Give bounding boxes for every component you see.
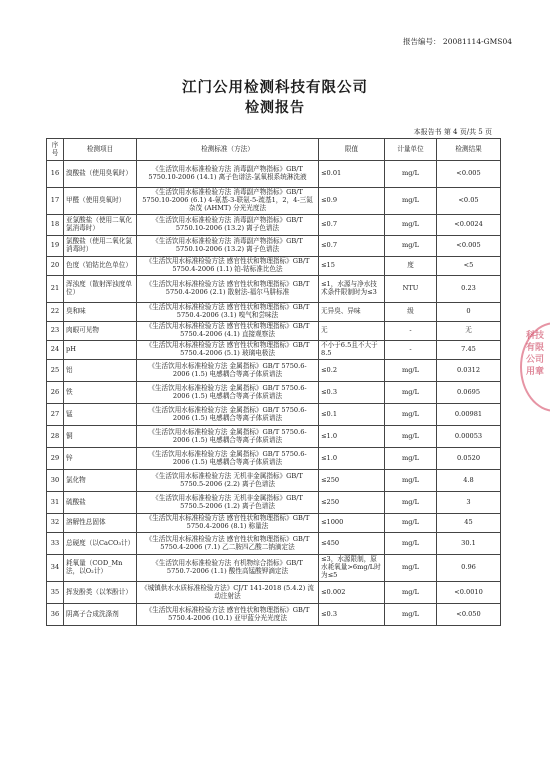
table-row <box>47 341 501 360</box>
table-row <box>47 404 501 426</box>
cell-no: 21 <box>47 276 64 303</box>
cell-limit: ≤15 <box>319 257 385 276</box>
cell-item: 色度（铂钴比色单位） <box>64 257 137 276</box>
col-header-standard: 检测标准（方法） <box>137 139 319 161</box>
cell-no: 23 <box>47 322 64 341</box>
cell-no: 35 <box>47 582 64 604</box>
cell-standard: 《生活饮用水标准检验方法 感官性状和物理指标》GB/T 5750.4-2006 (4.1) 直接观察法 <box>137 322 319 341</box>
cell-no: 24 <box>47 341 64 360</box>
cell-unit: mg/L <box>385 215 437 236</box>
cell-result: <0.005 <box>437 161 501 188</box>
cell-item: 铁 <box>64 382 137 404</box>
col-header-no: 序号 <box>47 139 64 161</box>
col-header-unit: 计量单位 <box>385 139 437 161</box>
cell-unit: - <box>385 341 437 360</box>
cell-unit: mg/L <box>385 555 437 582</box>
cell-item: 铜 <box>64 426 137 448</box>
cell-item: 氯化物 <box>64 470 137 492</box>
table-header-row <box>47 139 501 161</box>
document-title: 检测报告 <box>245 100 305 116</box>
cell-limit: ≤0.1 <box>319 404 385 426</box>
cell-no: 20 <box>47 257 64 276</box>
table-row <box>47 257 501 276</box>
cell-standard: 《生活饮用水标准检验方法 金属指标》GB/T 5750.6-2006 (1.5) 电感耦合等离子体质谱法 <box>137 382 319 404</box>
table-row <box>47 470 501 492</box>
cell-no: 18 <box>47 215 64 236</box>
cell-result: <0.050 <box>437 604 501 626</box>
cell-limit: ≤0.3 <box>319 382 385 404</box>
cell-item: 溴酸盐（使用臭氧时） <box>64 161 137 188</box>
company-seal-text: 科技有限公司用章 <box>526 331 545 378</box>
cell-standard: 《生活饮用水标准检验方法 消毒副产物指标》GB/T 5750.10-2006 (14.1) 离子色谱法-氯氧根系统淋洗液 <box>137 161 319 188</box>
cell-limit: ≤250 <box>319 470 385 492</box>
cell-unit: mg/L <box>385 161 437 188</box>
cell-limit: 无异臭、异味 <box>319 303 385 322</box>
table-row <box>47 533 501 555</box>
cell-item: 溶解性总固体 <box>64 514 137 533</box>
report-number: 报告编号： 20081114-GMS04 <box>403 37 512 46</box>
cell-result: <0.005 <box>437 236 501 257</box>
table-row <box>47 215 501 236</box>
cell-standard: 《生活饮用水标准检验方法 感官性状和物理指标》GB/T 5750.4-2006 (7.1) 乙二胺四乙酸二钠滴定法 <box>137 533 319 555</box>
cell-no: 34 <box>47 555 64 582</box>
cell-unit: mg/L <box>385 360 437 382</box>
cell-no: 27 <box>47 404 64 426</box>
cell-item: 阴离子合成洗涤剂 <box>64 604 137 626</box>
cell-unit: mg/L <box>385 533 437 555</box>
cell-unit: mg/L <box>385 470 437 492</box>
cell-item: 甲醛（使用臭氧时） <box>64 188 137 215</box>
cell-standard: 《生活饮用水标准检验方法 感官性状和物理指标》GB/T 5750.4-2006 (2.1) 散射法-福尔马肼标准 <box>137 276 319 303</box>
cell-limit: ≤0.3 <box>319 604 385 626</box>
cell-result: <5 <box>437 257 501 276</box>
cell-result: 0.0695 <box>437 382 501 404</box>
cell-limit: ≤0.2 <box>319 360 385 382</box>
table-row <box>47 161 501 188</box>
cell-result: <0.0010 <box>437 582 501 604</box>
cell-unit: mg/L <box>385 236 437 257</box>
cell-unit: 度 <box>385 257 437 276</box>
cell-standard: 《生活饮用水标准检验方法 消毒副产物指标》GB/T 5750.10-2006 (13.2) 离子色谱法 <box>137 236 319 257</box>
cell-standard: 《生活饮用水标准检验方法 金属指标》GB/T 5750.6-2006 (1.5) 电感耦合等离子体质谱法 <box>137 426 319 448</box>
cell-unit: mg/L <box>385 382 437 404</box>
cell-unit: mg/L <box>385 582 437 604</box>
cell-limit: ≤1000 <box>319 514 385 533</box>
organization-name: 江门公用检测科技有限公司 <box>182 79 368 96</box>
cell-no: 17 <box>47 188 64 215</box>
cell-standard: 《生活饮用水标准检验方法 感官性状和物理指标》GB/T 5750.4-2006 (8.1) 称量法 <box>137 514 319 533</box>
table-row <box>47 188 501 215</box>
cell-result: 0.0312 <box>437 360 501 382</box>
cell-item: 耗氧量（COD_Mn法，以O₂计） <box>64 555 137 582</box>
cell-standard: 《生活饮用水标准检验方法 无机非金属指标》GB/T 5750.5-2006 (2.2) 离子色谱法 <box>137 470 319 492</box>
table-row <box>47 382 501 404</box>
cell-limit: ≤0.7 <box>319 236 385 257</box>
cell-item: 硫酸盐 <box>64 492 137 514</box>
cell-unit: mg/L <box>385 188 437 215</box>
results-table <box>46 138 501 626</box>
col-header-limit: 限值 <box>319 139 385 161</box>
table-row <box>47 303 501 322</box>
cell-unit: mg/L <box>385 426 437 448</box>
cell-standard: 《生活饮用水标准检验方法 感官性状和物理指标》GB/T 5750.4-2006 (10.1) 亚甲蓝分光光度法 <box>137 604 319 626</box>
cell-result: 45 <box>437 514 501 533</box>
cell-no: 36 <box>47 604 64 626</box>
cell-result: 7.45 <box>437 341 501 360</box>
cell-result: 30.1 <box>437 533 501 555</box>
cell-no: 16 <box>47 161 64 188</box>
cell-result: 0.00981 <box>437 404 501 426</box>
cell-unit: 级 <box>385 303 437 322</box>
cell-standard: 《生活饮用水标准检验方法 感官性状和物理指标》GB/T 5750.4-2006 (1.1) 铂-钴标准比色法 <box>137 257 319 276</box>
cell-standard: 《生活饮用水标准检验方法 无机非金属指标》GB/T 5750.5-2006 (1.2) 离子色谱法 <box>137 492 319 514</box>
col-header-result: 检测结果 <box>437 139 501 161</box>
table-row <box>47 448 501 470</box>
cell-no: 32 <box>47 514 64 533</box>
cell-no: 25 <box>47 360 64 382</box>
table-row <box>47 360 501 382</box>
cell-limit: ≤0.002 <box>319 582 385 604</box>
cell-result: 0.00053 <box>437 426 501 448</box>
cell-result: 3 <box>437 492 501 514</box>
table-row <box>47 426 501 448</box>
cell-item: 臭和味 <box>64 303 137 322</box>
cell-item: pH <box>64 341 137 360</box>
cell-no: 29 <box>47 448 64 470</box>
cell-unit: NTU <box>385 276 437 303</box>
cell-result: 0.96 <box>437 555 501 582</box>
cell-no: 28 <box>47 426 64 448</box>
cell-unit: mg/L <box>385 492 437 514</box>
cell-item: 氯酸盐（使用二氧化氯消毒时） <box>64 236 137 257</box>
cell-limit: 无 <box>319 322 385 341</box>
cell-limit: ≤1.0 <box>319 426 385 448</box>
cell-limit: ≤0.01 <box>319 161 385 188</box>
cell-item: 总硬度（以CaCO₃计） <box>64 533 137 555</box>
cell-result: 无 <box>437 322 501 341</box>
table-row <box>47 322 501 341</box>
cell-limit: ≤0.7 <box>319 215 385 236</box>
table-row <box>47 514 501 533</box>
cell-standard: 《生活饮用水标准检验方法 消毒副产物指标》GB/T 5750.10-2006 (6.1) 4-氨基-3-联氨-5-巯基1，2，4-三氮杂茂 (AHMT) 分光光度法 <box>137 188 319 215</box>
cell-standard: 《城镇供水水质标准检验方法》CJ/T 141-2018 (5.4.2) 流动注射法 <box>137 582 319 604</box>
table-row <box>47 236 501 257</box>
cell-result: <0.05 <box>437 188 501 215</box>
cell-limit: ≤250 <box>319 492 385 514</box>
cell-limit: ≤1，水源与净水技术条件限制时为≤3 <box>319 276 385 303</box>
cell-no: 31 <box>47 492 64 514</box>
cell-item: 挥发酚类（以苯酚计） <box>64 582 137 604</box>
cell-limit: ≤1.0 <box>319 448 385 470</box>
cell-no: 30 <box>47 470 64 492</box>
cell-no: 26 <box>47 382 64 404</box>
table-row <box>47 555 501 582</box>
cell-item: 铝 <box>64 360 137 382</box>
cell-unit: mg/L <box>385 604 437 626</box>
cell-standard: 《生活饮用水标准检验方法 感官性状和物理指标》GB/T 5750.4-2006 (5.1) 玻璃电极法 <box>137 341 319 360</box>
table-row <box>47 582 501 604</box>
cell-item: 浑浊度（散射浑浊度单位） <box>64 276 137 303</box>
cell-item: 锌 <box>64 448 137 470</box>
cell-standard: 《生活饮用水标准检验方法 消毒副产物指标》GB/T 5750.10-2006 (13.2) 离子色谱法 <box>137 215 319 236</box>
results-table-container <box>46 138 500 626</box>
cell-result: 0.23 <box>437 276 501 303</box>
cell-unit: mg/L <box>385 404 437 426</box>
cell-item: 锰 <box>64 404 137 426</box>
cell-result: 0.0520 <box>437 448 501 470</box>
cell-limit: ≤450 <box>319 533 385 555</box>
cell-limit: ≤3，水源限制，原水耗氧量>6mg/L时为≤5 <box>319 555 385 582</box>
table-row <box>47 492 501 514</box>
table-row <box>47 604 501 626</box>
cell-item: 肉眼可见物 <box>64 322 137 341</box>
cell-no: 22 <box>47 303 64 322</box>
cell-item: 亚氯酸盐（使用二氧化氯消毒时） <box>64 215 137 236</box>
cell-unit: - <box>385 322 437 341</box>
cell-no: 33 <box>47 533 64 555</box>
cell-standard: 《生活饮用水标准检验方法 金属指标》GB/T 5750.6-2006 (1.5) 电感耦合等离子体质谱法 <box>137 448 319 470</box>
cell-result: 4.8 <box>437 470 501 492</box>
cell-standard: 《生活饮用水标准检验方法 感官性状和物理指标》GB/T 5750.4-2006 (3.1) 嗅气和尝味法 <box>137 303 319 322</box>
cell-limit: ≤0.9 <box>319 188 385 215</box>
col-header-item: 检测项目 <box>64 139 137 161</box>
cell-limit: 不小于6.5且不大于8.5 <box>319 341 385 360</box>
cell-no: 19 <box>47 236 64 257</box>
cell-standard: 《生活饮用水标准检验方法 有机物综合指标》GB/T 5750.7-2006 (1.1) 酸性高锰酸钾滴定法 <box>137 555 319 582</box>
cell-result: <0.0024 <box>437 215 501 236</box>
table-row <box>47 276 501 303</box>
cell-result: 0 <box>437 303 501 322</box>
cell-standard: 《生活饮用水标准检验方法 金属指标》GB/T 5750.6-2006 (1.5) 电感耦合等离子体质谱法 <box>137 404 319 426</box>
cell-unit: mg/L <box>385 448 437 470</box>
cell-unit: mg/L <box>385 514 437 533</box>
cell-standard: 《生活饮用水标准检验方法 金属指标》GB/T 5750.6-2006 (1.5) 电感耦合等离子体质谱法 <box>137 360 319 382</box>
page-indicator: 本报告书 第 4 页/共 5 页 <box>413 128 492 136</box>
